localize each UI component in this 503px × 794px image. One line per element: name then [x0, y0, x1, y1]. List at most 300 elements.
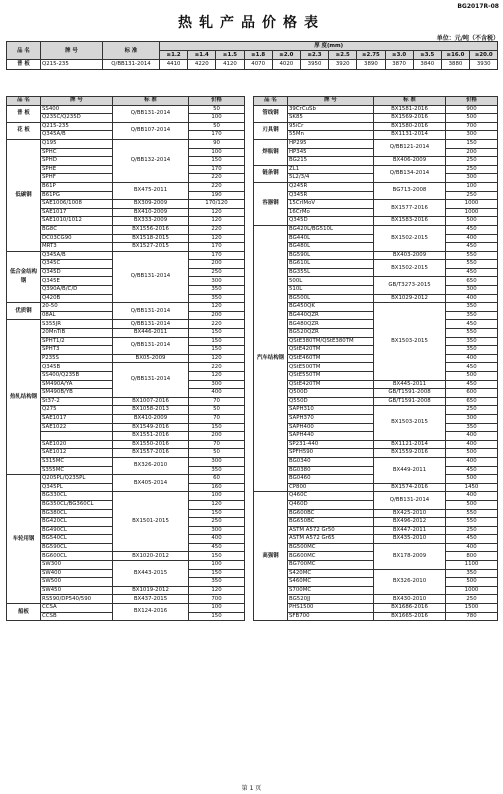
- price-cell: 200: [446, 148, 498, 157]
- grade-cell: S700MC: [288, 586, 374, 595]
- table-row: [7, 449, 245, 458]
- price-cell: 170: [189, 243, 245, 252]
- category-name: 高强钢: [254, 492, 288, 621]
- standard-cell: BX1503-2015: [374, 406, 446, 440]
- standard-cell: BX449-2011: [374, 457, 446, 483]
- table-row: [254, 303, 498, 312]
- price-cell: 3950: [300, 60, 328, 69]
- price-cell: 100: [189, 561, 245, 570]
- grade-cell: St37-2: [41, 397, 113, 406]
- price-cell: 100: [189, 492, 245, 501]
- grade-cell: 95iCr: [288, 122, 374, 131]
- thickness-col-1: ≥1.4: [188, 51, 216, 60]
- standard-cell: BX1550-2016: [113, 440, 189, 449]
- standard-cell: BX1583-2016: [374, 217, 446, 226]
- price-cell: 450: [446, 535, 498, 544]
- grade-cell: SP231-440: [288, 440, 374, 449]
- grade-cell: BG0380: [288, 466, 374, 475]
- table-row: [7, 303, 245, 312]
- standard-cell: BX1518-2015: [113, 234, 189, 243]
- table-row: [254, 105, 498, 114]
- standard-cell: BG713-2008: [374, 182, 446, 199]
- standard-cell: BX446-2011: [113, 329, 189, 338]
- grade-cell: BG450QK: [288, 303, 374, 312]
- standard-cell: BX309-2009: [113, 200, 189, 209]
- standard-cell: Q/BB131-2014: [113, 363, 189, 397]
- thickness-col-7: ≥2.75: [357, 51, 385, 60]
- price-cell: 100: [446, 182, 498, 191]
- price-cell: 650: [446, 277, 498, 286]
- price-cell: 450: [446, 320, 498, 329]
- table-row: [7, 122, 245, 131]
- category-name: 容器钢: [254, 182, 288, 225]
- grade-cell: BG610L: [288, 260, 374, 269]
- price-cell: 350: [446, 311, 498, 320]
- table-row: [254, 612, 498, 621]
- standard-cell: BX1007-2016: [113, 397, 189, 406]
- standard-cell: GB/T3273-2015: [374, 277, 446, 294]
- table-row: [7, 243, 245, 252]
- price-cell: 170/120: [189, 200, 245, 209]
- standard-cell: BX326-2010: [374, 569, 446, 595]
- price-cell: 1500: [446, 604, 498, 613]
- standard-cell: BX333-2009: [113, 217, 189, 226]
- right-header-name: 品 名: [254, 97, 288, 106]
- thickness-col-11: ≥20.0: [470, 51, 498, 60]
- grade-cell: BG590L: [288, 251, 374, 260]
- grade-cell: S420MC: [288, 569, 374, 578]
- price-cell: 120: [189, 217, 245, 226]
- grade-cell: BG480QZR: [288, 320, 374, 329]
- price-cell: 350: [189, 578, 245, 587]
- table-row: [7, 329, 245, 338]
- price-cell: 300: [446, 174, 498, 183]
- price-cell: 150: [189, 612, 245, 621]
- grade-cell: 08AL: [41, 311, 113, 320]
- price-cell: 220: [189, 182, 245, 191]
- standard-cell: BX475-2011: [113, 182, 189, 199]
- right-header-price: 价格: [446, 97, 498, 106]
- category-name: 低碳钢: [7, 139, 41, 251]
- standard-cell: BX410-2009: [113, 414, 189, 423]
- price-cell: 450: [446, 268, 498, 277]
- price-cell: 120: [189, 234, 245, 243]
- grade-cell: QStE420TM: [288, 346, 374, 355]
- price-cell: 300: [446, 131, 498, 140]
- thickness-col-6: ≥2.5: [329, 51, 357, 60]
- price-cell: 400: [446, 440, 498, 449]
- standard-cell: BX430-2010: [374, 595, 446, 604]
- table-row: [7, 105, 245, 114]
- price-cell: 150: [189, 329, 245, 338]
- price-cell: 450: [446, 466, 498, 475]
- grade-cell: 39CrCuSb: [288, 105, 374, 114]
- price-cell: 1450: [446, 483, 498, 492]
- standard-cell: BX1502-2015: [374, 225, 446, 251]
- standard-cell: BX1686-2016: [374, 604, 446, 613]
- standard-cell: BX410-2009: [113, 208, 189, 217]
- price-cell: 250: [189, 518, 245, 527]
- price-cell: 500: [446, 578, 498, 587]
- standard-cell: BX1527-2015: [113, 243, 189, 252]
- price-cell: 200: [189, 311, 245, 320]
- price-cell: 700: [189, 595, 245, 604]
- price-cell: 550: [446, 260, 498, 269]
- grade-cell: SAE1006/1008: [41, 200, 113, 209]
- grade-cell: 55Mn: [288, 131, 374, 140]
- price-cell: 220: [189, 174, 245, 183]
- grade-cell: SAE1017: [41, 208, 113, 217]
- grade-cell: SS400: [41, 105, 113, 114]
- grade-cell: Q345D: [288, 217, 374, 226]
- standard-cell: BX1581-2016: [374, 105, 446, 114]
- price-cell: 400: [446, 234, 498, 243]
- price-cell: 70: [189, 440, 245, 449]
- grade-cell: SW300: [41, 561, 113, 570]
- grade-cell: Q245R: [288, 182, 374, 191]
- standard-cell: Q/BB131-2014: [113, 337, 189, 354]
- grade-cell: BG0460: [288, 475, 374, 484]
- price-cell: 150: [189, 423, 245, 432]
- grade-cell: SPHC: [41, 148, 113, 157]
- price-cell: 3920: [329, 60, 357, 69]
- grade-cell: BG600CL: [41, 552, 113, 561]
- table-row: [7, 251, 245, 260]
- table-row: [254, 604, 498, 613]
- thickness-price-table: [6, 41, 498, 70]
- standard-cell: GB/T1591-2008: [374, 389, 446, 398]
- standard-cell: BX1029-2012: [374, 294, 446, 303]
- grade-cell: BG590CL: [41, 543, 113, 552]
- grade-cell: CP800: [288, 483, 374, 492]
- grade-cell: SS400/Q235B: [41, 372, 113, 381]
- left-header-grade: 牌 号: [41, 97, 113, 106]
- table-row: [7, 440, 245, 449]
- standard-cell: BX326-2010: [113, 457, 189, 474]
- table-row: [7, 432, 245, 441]
- price-cell: 450: [189, 543, 245, 552]
- grade-cell: Q345C: [41, 260, 113, 269]
- table-row: [254, 526, 498, 535]
- row-standard: Q/BB131-2014: [103, 60, 160, 69]
- grade-cell: BG650BC: [288, 518, 374, 527]
- category-name: 焊瓶钢: [254, 139, 288, 165]
- grade-cell: Q390A/B/C/D: [41, 286, 113, 295]
- grade-cell: Q345E: [41, 277, 113, 286]
- grade-cell: 20MnTiB: [41, 329, 113, 338]
- grade-cell: SAPH310: [288, 406, 374, 415]
- table-row: [7, 604, 245, 613]
- standard-cell: BX425-2010: [374, 509, 446, 518]
- table-row: [254, 535, 498, 544]
- standard-cell: BX1503-2015: [374, 303, 446, 380]
- standard-cell: BX405-2014: [113, 475, 189, 492]
- grade-cell: BG330CL: [41, 492, 113, 501]
- category-name: 低合金结构钢: [7, 251, 41, 303]
- grade-cell: BG440L: [288, 234, 374, 243]
- standard-cell: BX1121-2014: [374, 440, 446, 449]
- table-row: [7, 182, 245, 191]
- price-cell: 50: [189, 105, 245, 114]
- left-header-standard: 标 准: [113, 97, 189, 106]
- grade-cell: 5L2/3/4: [288, 174, 374, 183]
- price-cell: 450: [446, 225, 498, 234]
- category-name: 普 板: [7, 105, 41, 122]
- thickness-col-8: ≥3.0: [385, 51, 413, 60]
- grade-cell: ZL1: [288, 165, 374, 174]
- grade-cell: CCSA: [41, 604, 113, 613]
- table-row: [254, 260, 498, 269]
- price-cell: 200: [189, 260, 245, 269]
- price-cell: 250: [446, 406, 498, 415]
- table-row: [254, 518, 498, 527]
- thickness-col-0: ≥1.2: [160, 51, 188, 60]
- table-row: [7, 354, 245, 363]
- grade-cell: BG520JJ: [288, 595, 374, 604]
- price-cell: 400: [446, 492, 498, 501]
- grade-cell: BG420CL: [41, 518, 113, 527]
- grade-cell: BG215: [288, 157, 374, 166]
- standard-cell: BX1556-2016: [113, 225, 189, 234]
- table-row: [254, 380, 498, 389]
- table-row: [7, 406, 245, 415]
- price-cell: 50: [189, 406, 245, 415]
- grade-cell: Q215-235: [41, 122, 113, 131]
- grade-cell: SW450: [41, 586, 113, 595]
- row-grade: Q215-235: [41, 60, 103, 69]
- header-name: 品 名: [7, 42, 41, 60]
- unit-label: 单位：元/吨（不含税）: [436, 35, 499, 42]
- standard-cell: BX1131-2014: [374, 131, 446, 140]
- grade-cell: Q345PL: [41, 483, 113, 492]
- standard-cell: Q/BB131-2014: [113, 105, 189, 122]
- price-cell: 100: [189, 148, 245, 157]
- grade-cell: Q420B: [41, 294, 113, 303]
- price-cell: 550: [446, 518, 498, 527]
- grade-cell: SFB700: [288, 612, 374, 621]
- header-grade: 牌 号: [41, 42, 103, 60]
- thickness-col-10: ≥16.0: [441, 51, 469, 60]
- grade-cell: S460MC: [288, 578, 374, 587]
- price-cell: 500: [446, 449, 498, 458]
- price-cell: 350: [446, 423, 498, 432]
- price-cell: 50: [189, 122, 245, 131]
- grade-cell: BG350CL/BG360CL: [41, 500, 113, 509]
- thickness-col-2: ≥1.5: [216, 51, 244, 60]
- standard-cell: BX1569-2016: [374, 114, 446, 123]
- grade-cell: 20-50: [41, 303, 113, 312]
- grade-cell: 15CrIMoV: [288, 200, 374, 209]
- price-cell: 4070: [244, 60, 272, 69]
- right-header-grade: 牌 号: [288, 97, 374, 106]
- grade-cell: ASTM A572 Gr50: [288, 526, 374, 535]
- standard-cell: BX1019-2012: [113, 586, 189, 595]
- grade-cell: 16CrMo: [288, 208, 374, 217]
- table-row: [7, 423, 245, 432]
- price-cell: 300: [189, 380, 245, 389]
- price-cell: 800: [446, 552, 498, 561]
- grade-cell: QStE380TM/QStE380TM: [288, 337, 374, 346]
- standard-cell: BX435-2010: [374, 535, 446, 544]
- price-cell: 350: [446, 337, 498, 346]
- standard-cell: BX178-2009: [374, 543, 446, 569]
- standard-cell: BX1020-2012: [113, 552, 189, 561]
- grade-cell: DC03CG90: [41, 234, 113, 243]
- price-cell: 550: [446, 251, 498, 260]
- table-row: [254, 157, 498, 166]
- price-cell: 170: [189, 251, 245, 260]
- table-row: [254, 440, 498, 449]
- grade-cell: Q345D: [41, 268, 113, 277]
- thickness-col-9: ≥3.5: [413, 51, 441, 60]
- standard-cell: Q/BB121-2014: [374, 139, 446, 156]
- table-row: [254, 139, 498, 148]
- price-cell: 100: [189, 114, 245, 123]
- price-cell: 120: [189, 586, 245, 595]
- table-row: [7, 234, 245, 243]
- table-row: [254, 449, 498, 458]
- row-name: 普 板: [7, 60, 41, 69]
- price-cell: 190: [189, 191, 245, 200]
- table-row: [7, 208, 245, 217]
- category-name: 优质钢: [7, 303, 41, 320]
- grade-cell: BG380CL: [41, 509, 113, 518]
- grade-cell: MRT3: [41, 243, 113, 252]
- price-cell: 70: [189, 397, 245, 406]
- grade-cell: SAPH400: [288, 423, 374, 432]
- standard-cell: BX403-2009: [374, 251, 446, 260]
- price-cell: 900: [446, 105, 498, 114]
- grade-cell: QStE500TM: [288, 363, 374, 372]
- table-row: [254, 217, 498, 226]
- grade-cell: PHS1500: [288, 604, 374, 613]
- thickness-col-5: ≥2.3: [300, 51, 328, 60]
- table-row: [7, 397, 245, 406]
- price-cell: 450: [446, 363, 498, 372]
- price-cell: 300: [446, 414, 498, 423]
- price-cell: 400: [446, 457, 498, 466]
- price-cell: 350: [189, 294, 245, 303]
- price-cell: 650: [446, 397, 498, 406]
- grade-cell: SAPH440: [288, 432, 374, 441]
- grade-cell: Q345R: [288, 191, 374, 200]
- grade-cell: BG600BC: [288, 509, 374, 518]
- grade-cell: Q345A/B: [41, 131, 113, 140]
- price-cell: 600: [446, 389, 498, 398]
- standard-cell: Q/BB134-2014: [374, 165, 446, 182]
- standard-cell: BX406-2009: [374, 157, 446, 166]
- grade-cell: RS590/DP540/590: [41, 595, 113, 604]
- standard-cell: Q/BB132-2014: [113, 139, 189, 182]
- standard-cell: Q/BB131-2014: [113, 320, 189, 329]
- price-cell: 450: [446, 380, 498, 389]
- grade-cell: BG700MC: [288, 561, 374, 570]
- grade-cell: SPHT1/2: [41, 337, 113, 346]
- grade-cell: ASTM A572 Gr65: [288, 535, 374, 544]
- price-cell: 550: [446, 509, 498, 518]
- grade-cell: Q460C: [288, 492, 374, 501]
- standard-cell: Q/BB107-2014: [113, 122, 189, 139]
- grade-cell: SK85: [288, 114, 374, 123]
- category-name: 车轮用钢: [7, 475, 41, 604]
- right-price-list: [253, 96, 498, 621]
- standard-cell: BX445-2011: [374, 380, 446, 389]
- table-row: [7, 586, 245, 595]
- grade-cell: BG540CL: [41, 535, 113, 544]
- grade-cell: BG480L: [288, 243, 374, 252]
- standard-cell: BX1549-2016: [113, 423, 189, 432]
- price-cell: 100: [189, 604, 245, 613]
- table-row: [254, 277, 498, 286]
- table-row: [7, 414, 245, 423]
- standard-cell: BX1574-2016: [374, 483, 446, 492]
- standard-cell: BX443-2015: [113, 561, 189, 587]
- price-cell: 220: [189, 363, 245, 372]
- grade-cell: Q500D: [288, 389, 374, 398]
- standard-cell: BX496-2012: [374, 518, 446, 527]
- grade-cell: SPHE: [41, 165, 113, 174]
- table-row: [254, 483, 498, 492]
- price-cell: 780: [446, 612, 498, 621]
- category-name: 热轧结构钢: [7, 320, 41, 475]
- standard-cell: BX437-2015: [113, 595, 189, 604]
- price-cell: 500: [446, 114, 498, 123]
- price-cell: 220: [189, 320, 245, 329]
- price-cell: 350: [446, 346, 498, 355]
- grade-cell: SAE1020: [41, 440, 113, 449]
- price-cell: 170: [189, 165, 245, 174]
- price-cell: 350: [189, 466, 245, 475]
- category-name: 管线钢: [254, 105, 288, 122]
- price-cell: 150: [189, 157, 245, 166]
- standard-cell: BX447-2011: [374, 526, 446, 535]
- standard-cell: BX1557-2016: [113, 449, 189, 458]
- table-row: [7, 561, 245, 570]
- grade-cell: SM490A/YA: [41, 380, 113, 389]
- price-cell: 4220: [188, 60, 216, 69]
- grade-cell: BG355L: [288, 268, 374, 277]
- table-row: [254, 509, 498, 518]
- standard-cell: BX1058-2013: [113, 406, 189, 415]
- standard-cell: BX1559-2016: [374, 449, 446, 458]
- grade-cell: QStE420TM: [288, 380, 374, 389]
- grade-cell: Q460D: [288, 500, 374, 509]
- price-cell: 150: [189, 337, 245, 346]
- grade-cell: S355MC: [41, 466, 113, 475]
- price-cell: 250: [446, 526, 498, 535]
- category-name: 链条钢: [254, 165, 288, 182]
- price-cell: 250: [446, 157, 498, 166]
- thickness-col-3: ≥1.8: [244, 51, 272, 60]
- price-cell: 3890: [357, 60, 385, 69]
- thickness-col-4: ≥2.0: [272, 51, 300, 60]
- price-cell: 1100: [446, 561, 498, 570]
- standard-cell: BX1580-2016: [374, 122, 446, 131]
- price-cell: 500: [446, 217, 498, 226]
- table-row: [254, 457, 498, 466]
- price-cell: 250: [446, 191, 498, 200]
- price-cell: 400: [189, 389, 245, 398]
- grade-cell: B61P: [41, 182, 113, 191]
- table-row: [254, 251, 498, 260]
- price-cell: 300: [446, 286, 498, 295]
- grade-cell: SPHT3: [41, 346, 113, 355]
- table-row: [254, 569, 498, 578]
- table-row: [7, 475, 245, 484]
- standard-cell: BX1502-2015: [374, 260, 446, 277]
- price-cell: 550: [446, 329, 498, 338]
- table-row: [7, 320, 245, 329]
